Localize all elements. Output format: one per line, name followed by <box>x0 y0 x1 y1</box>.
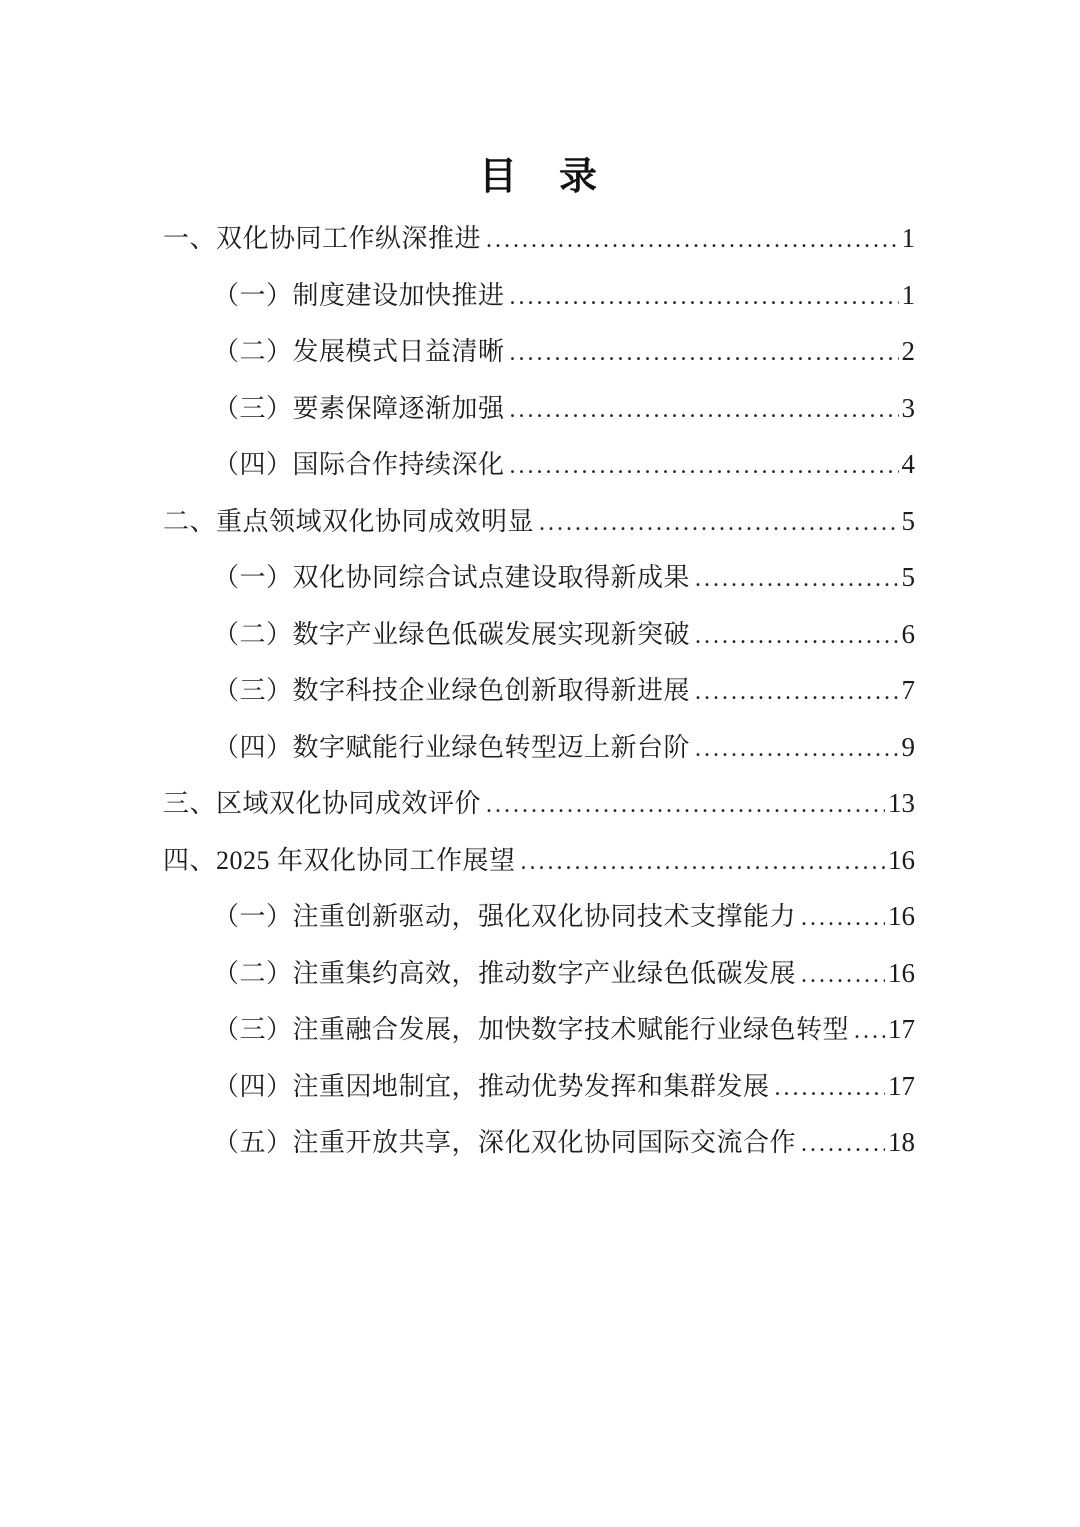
toc-entry <box>163 493 915 550</box>
toc-entry-label: （三）注重融合发展，加快数字技术赋能行业绿色转型 <box>213 1015 850 1044</box>
toc-entry-label: （二）发展模式日益清晰 <box>213 337 505 366</box>
toc-entry <box>163 1058 915 1115</box>
toc-entry <box>163 436 915 493</box>
toc-dot-leader <box>695 550 898 608</box>
toc-entry <box>163 1001 915 1058</box>
toc-dot-leader <box>510 381 899 439</box>
toc-entry-page: 16 <box>888 901 915 931</box>
toc-entry <box>163 662 915 719</box>
toc-dot-leader <box>775 1059 885 1117</box>
toc-entry-label: 三、区域双化协同成效评价 <box>163 789 482 818</box>
toc-entry-page: 18 <box>888 1127 915 1157</box>
toc-dot-leader <box>510 437 899 495</box>
toc-entry-label: （二）注重集约高效，推动数字产业绿色低碳发展 <box>213 958 797 988</box>
toc-entry-label: （三）数字科技企业绿色创新取得新进展 <box>213 676 691 705</box>
toc-entry-label: （五）注重开放共享，深化双化协同国际交流合作 <box>213 1128 797 1157</box>
toc-entry <box>163 210 915 267</box>
toc-entry-label: （四）数字赋能行业绿色转型迈上新台阶 <box>213 732 691 762</box>
toc-entry-label: 四、2025 年双化协同工作展望 <box>163 845 516 875</box>
toc-entry-page: 17 <box>888 1070 915 1101</box>
toc-dot-leader <box>510 268 899 326</box>
toc-entry-page: 16 <box>888 957 915 988</box>
toc-dot-leader <box>695 607 898 665</box>
toc-dot-leader <box>695 720 898 778</box>
toc-list <box>163 210 915 1171</box>
toc-entry-page: 5 <box>901 505 915 536</box>
toc-entry-label: （三）要素保障逐渐加强 <box>213 393 505 423</box>
toc-entry-label: （四）国际合作持续深化 <box>213 450 505 479</box>
toc-entry-page: 16 <box>888 844 915 875</box>
toc-dot-leader <box>801 889 885 947</box>
toc-entry-page: 1 <box>901 279 915 310</box>
toc-entry-page: 4 <box>901 449 915 479</box>
toc-entry <box>163 1114 915 1171</box>
toc-entry <box>163 888 915 945</box>
toc-entry-label: 二、重点领域双化协同成效明显 <box>163 506 535 536</box>
toc-entry-label: （一）双化协同综合试点建设取得新成果 <box>213 563 691 592</box>
toc-dot-leader <box>539 494 898 552</box>
toc-entry-label: （一）注重创新驱动，强化双化协同技术支撑能力 <box>213 902 797 931</box>
toc-entry-page: 6 <box>901 618 915 649</box>
toc-entry-page: 17 <box>888 1014 915 1044</box>
toc-entry <box>163 267 915 324</box>
toc-entry <box>163 606 915 663</box>
toc-entry <box>163 323 915 380</box>
toc-entry <box>163 380 915 437</box>
toc-dot-leader <box>486 776 885 834</box>
toc-entry-page: 2 <box>901 336 915 366</box>
toc-entry-label: （二）数字产业绿色低碳发展实现新突破 <box>213 619 691 649</box>
toc-dot-leader <box>801 946 885 1004</box>
toc-entry-page: 13 <box>888 788 915 818</box>
toc-entry-label: （一）制度建设加快推进 <box>213 280 505 310</box>
toc-dot-leader <box>854 1002 885 1060</box>
toc-entry-label: （四）注重因地制宜，推动优势发挥和集群发展 <box>213 1071 770 1101</box>
toc-entry-page: 9 <box>901 731 915 762</box>
toc-entry-page: 1 <box>901 223 915 253</box>
toc-dot-leader <box>521 833 885 891</box>
toc-dot-leader <box>801 1115 885 1173</box>
toc-entry <box>163 719 915 776</box>
toc-entry <box>163 945 915 1002</box>
page-title: 目 录 <box>478 154 599 198</box>
toc-dot-leader <box>510 324 899 382</box>
toc-dot-leader <box>486 211 898 269</box>
toc-entry <box>163 549 915 606</box>
toc-entry-page: 3 <box>901 392 915 423</box>
toc-entry-page: 5 <box>901 562 915 592</box>
toc-entry <box>163 775 915 832</box>
toc-dot-leader <box>695 663 898 721</box>
toc-entry-label: 一、双化协同工作纵深推进 <box>163 224 482 253</box>
toc-entry <box>163 832 915 889</box>
toc-entry-page: 7 <box>901 675 915 705</box>
